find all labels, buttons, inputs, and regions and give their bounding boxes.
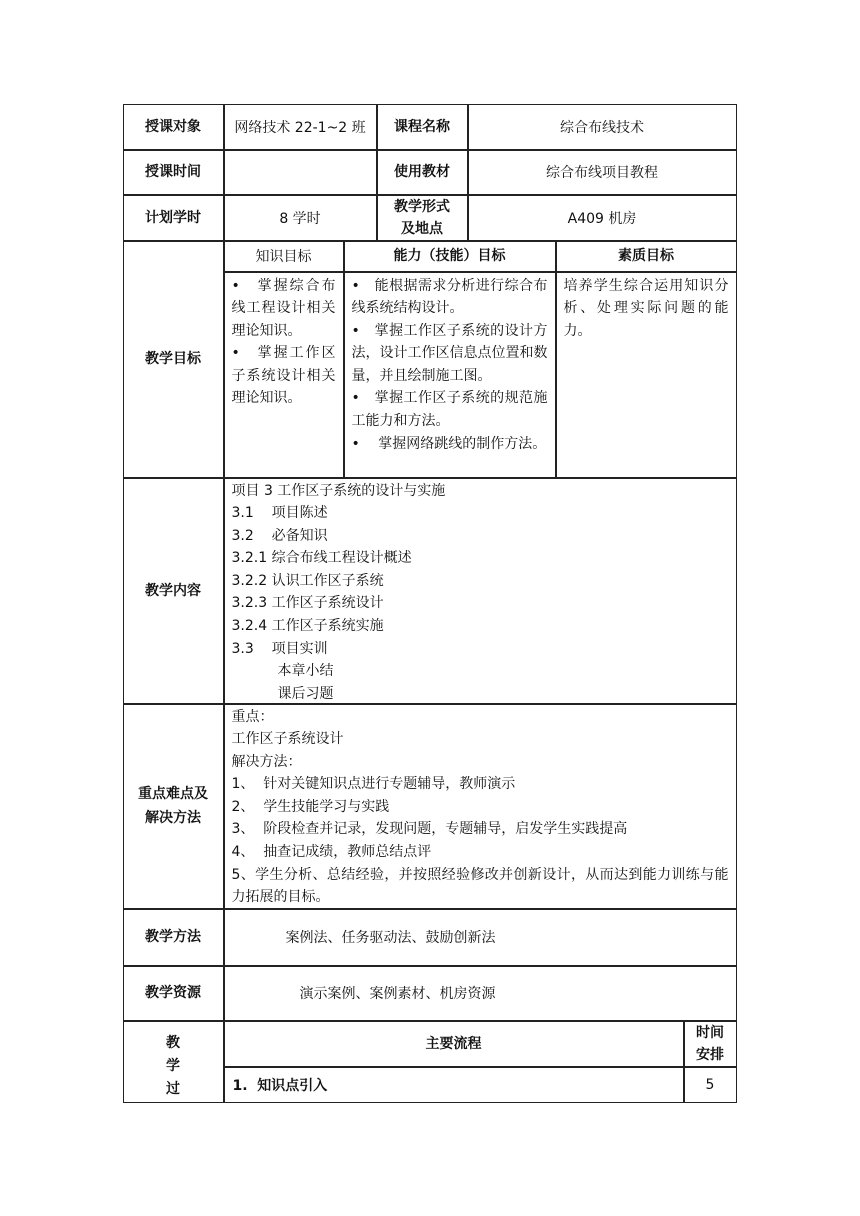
content-line: 项目 3 工作区子系统的设计与实施: [231, 482, 446, 499]
col-time-header: 时间 安排: [684, 1021, 737, 1067]
quality-objectives: 培养学生综合运用知识分析、处理实际问题的能力。: [556, 272, 737, 478]
label-textbook: 使用教材: [377, 150, 468, 195]
process-step-1-time: 5: [684, 1067, 737, 1103]
label-content: 教学内容: [123, 478, 224, 704]
col-ability-header: 能力（技能）目标: [344, 241, 556, 272]
process-char: 教: [166, 1034, 180, 1051]
keypoint-line: 工作区子系统设计: [231, 731, 344, 748]
hours-value: 8 学时: [224, 195, 377, 241]
label-audience: 授课对象: [123, 104, 224, 150]
keypoints-list: [224, 704, 737, 909]
place-value: A409 机房: [468, 195, 737, 241]
keypoint-line: 1、 针对关键知识点进行专题辅导，教师演示: [231, 776, 516, 793]
content-line: 课后习题: [277, 685, 334, 702]
label-process: [123, 1021, 224, 1103]
content-line: 3.2.1 综合布线工程设计概述: [231, 550, 412, 567]
keypoint-line: 重点：: [231, 708, 274, 725]
content-line: 3.3 项目实训: [231, 640, 328, 657]
keypoint-line: 4、 抽查记成绩，教师总结点评: [231, 844, 432, 861]
label-form-place: 教学形式 及地点: [377, 195, 468, 241]
knowledge-objectives: • 掌握综合布线工程设计相关理论知识。 • 掌握工作区子系统设计相关理论知识。: [224, 272, 344, 478]
col-knowledge-header: 知识目标: [224, 241, 344, 272]
content-line: 3.2.4 工作区子系统实施: [231, 618, 384, 635]
col-flow-header: 主要流程: [224, 1021, 684, 1067]
keypoint-line: 3、 阶段检查并记录，发现问题，专题辅导，启发学生实践提高: [231, 821, 628, 838]
content-line: 本章小结: [277, 663, 334, 680]
label-resources: 教学资源: [123, 966, 224, 1021]
process-step-1: 1. 知识点引入: [224, 1067, 684, 1103]
keypoint-line: 解决方法：: [231, 753, 302, 770]
content-line: 3.2.3 工作区子系统设计: [231, 595, 384, 612]
label-methods: 教学方法: [123, 909, 224, 966]
content-line: 3.2 必备知识: [231, 527, 328, 544]
textbook-value: 综合布线项目教程: [468, 150, 737, 195]
time-value: [224, 150, 377, 195]
label-course-name: 课程名称: [377, 104, 468, 150]
keypoint-line: 2、 学生技能学习与实践: [231, 798, 390, 815]
content-list: [224, 478, 737, 704]
ability-objectives: • 能根据需求分析进行综合布线系统结构设计。 • 掌握工作区子系统的设计方法，设计工作区信息点位置和数量，并且绘制施工图。 • 掌握工作区子系统的规范施工能力和方法。 • 掌握网络跳线的制作方法。: [344, 272, 556, 478]
col-quality-header: 素质目标: [556, 241, 737, 272]
label-keypoints: 重点难点及 解决方法: [123, 704, 224, 909]
content-line: 3.2.2 认识工作区子系统: [231, 572, 384, 589]
audience-value: 网络技术 22-1~2 班: [224, 104, 377, 150]
label-hours: 计划学时: [123, 195, 224, 241]
label-time: 授课时间: [123, 150, 224, 195]
resources-value: 演示案例、案例素材、机房资源: [224, 966, 737, 1021]
label-objectives: 教学目标: [123, 241, 224, 478]
content-line: 3.1 项目陈述: [231, 505, 328, 522]
process-char: 学: [166, 1057, 180, 1074]
process-char: 过: [166, 1080, 180, 1097]
course-name-value: 综合布线技术: [468, 104, 737, 150]
keypoint-line: 5、学生分析、总结经验，并按照经验修改并创新设计，从而达到能力训练与能力拓展的目标。: [231, 866, 729, 906]
methods-value: 案例法、任务驱动法、鼓励创新法: [224, 909, 737, 966]
